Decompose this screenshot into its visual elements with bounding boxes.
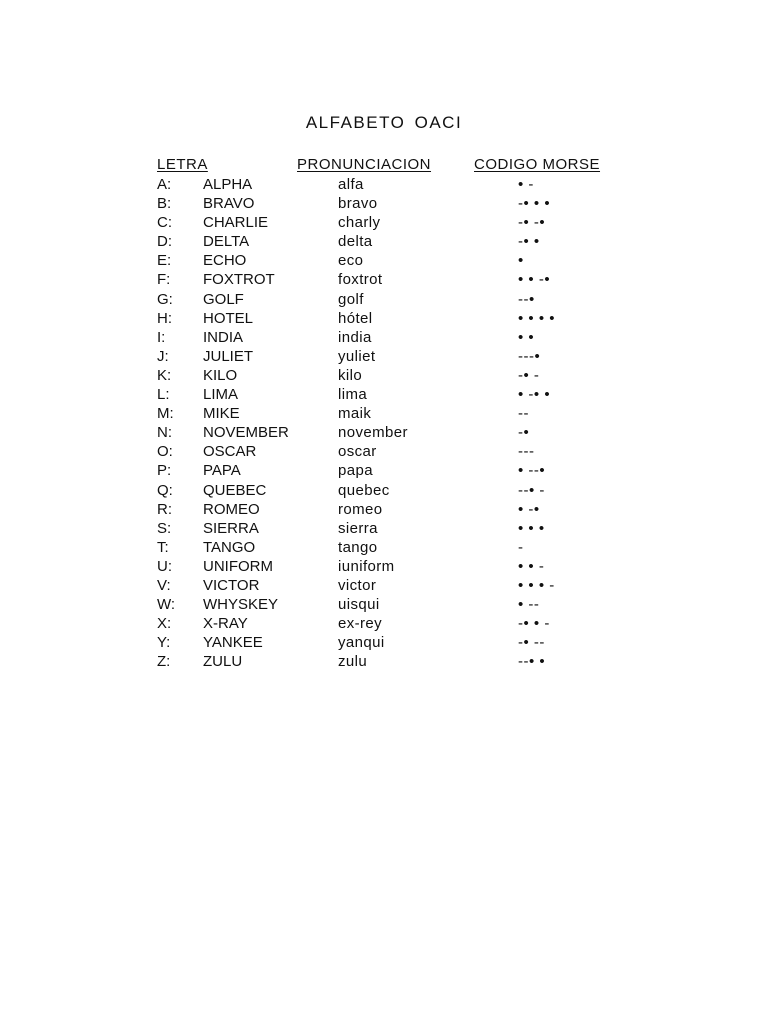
row-letter: A: — [157, 176, 172, 193]
row-pronunciation: ex-rey — [338, 615, 383, 633]
row-morse-code: -• — [518, 424, 530, 442]
row-code-word: NOVEMBER — [203, 424, 289, 442]
row-letter: I: — [157, 328, 166, 346]
row-code-word: LIMA — [203, 386, 239, 404]
row-letter: L: — [157, 386, 170, 404]
table-row — [0, 557, 768, 576]
row-code-word: SIERRA — [203, 519, 259, 537]
header-codigo-morse: CODIGO MORSE — [474, 156, 601, 173]
row-letter: O: — [157, 443, 173, 461]
table-row — [0, 519, 768, 538]
row-pronunciation: november — [338, 424, 408, 442]
row-code-word: YANKEE — [203, 634, 263, 652]
table-row — [0, 576, 768, 595]
header-pronunciacion: PRONUNCIACION — [297, 156, 432, 173]
row-pronunciation: sierra — [338, 519, 378, 537]
row-morse-code: - — [518, 538, 524, 556]
row-code-word: ROMEO — [203, 500, 260, 518]
row-letter: K: — [157, 366, 172, 384]
row-code-word: OSCAR — [203, 443, 257, 461]
row-code-word: GOLF — [203, 290, 244, 308]
table-row — [0, 385, 768, 404]
row-letter: S: — [157, 519, 172, 537]
row-pronunciation: golf — [338, 290, 364, 308]
alphabet-table — [0, 175, 768, 671]
row-pronunciation: lima — [338, 386, 368, 404]
row-morse-code: --• • — [518, 653, 546, 671]
row-letter: D: — [157, 233, 172, 251]
table-row — [0, 309, 768, 328]
row-letter: G: — [157, 290, 173, 308]
header-letra: LETRA — [157, 156, 208, 173]
row-letter: F: — [157, 271, 171, 289]
row-code-word: PAPA — [203, 462, 241, 480]
table-row — [0, 538, 768, 557]
row-pronunciation: zulu — [338, 653, 368, 671]
row-code-word: UNIFORM — [203, 557, 273, 575]
table-row — [0, 175, 768, 194]
row-letter: M: — [157, 405, 174, 423]
row-code-word: JULIET — [203, 347, 254, 365]
row-morse-code: ---• — [518, 347, 541, 365]
row-letter: P: — [157, 462, 172, 480]
row-pronunciation: delta — [338, 233, 373, 251]
table-row — [0, 595, 768, 614]
table-row — [0, 442, 768, 461]
table-row — [0, 366, 768, 385]
table-row — [0, 404, 768, 423]
table-row — [0, 614, 768, 633]
table-row — [0, 213, 768, 232]
row-code-word: INDIA — [203, 328, 244, 346]
table-row — [0, 270, 768, 289]
table-row — [0, 290, 768, 309]
row-letter: H: — [157, 309, 172, 327]
row-morse-code: • • - — [518, 557, 545, 575]
row-pronunciation: kilo — [338, 366, 363, 384]
table-row — [0, 652, 768, 671]
row-code-word: ECHO — [203, 252, 247, 270]
row-pronunciation: yanqui — [338, 634, 385, 652]
row-morse-code: --• - — [518, 481, 545, 499]
row-code-word: MIKE — [203, 405, 240, 423]
row-letter: V: — [157, 576, 171, 594]
row-letter: J: — [157, 347, 169, 365]
row-pronunciation: maik — [338, 405, 372, 423]
row-code-word: WHYSKEY — [203, 596, 279, 614]
row-letter: B: — [157, 195, 172, 213]
row-code-word: FOXTROT — [203, 271, 275, 289]
row-code-word: KILO — [203, 366, 238, 384]
row-code-word: HOTEL — [203, 309, 254, 327]
row-code-word: QUEBEC — [203, 481, 267, 499]
row-morse-code: -- — [518, 405, 529, 423]
row-pronunciation: alfa — [338, 176, 364, 193]
row-code-word: TANGO — [203, 538, 256, 556]
row-morse-code: • -• — [518, 500, 540, 518]
table-row — [0, 461, 768, 480]
table-row — [0, 232, 768, 251]
row-morse-code: --• — [518, 290, 535, 308]
row-pronunciation: eco — [338, 252, 364, 270]
row-letter: X: — [157, 615, 172, 633]
row-pronunciation: hótel — [338, 309, 373, 327]
row-morse-code: -• -• — [518, 214, 546, 232]
table-row — [0, 251, 768, 270]
page-title: ALFABETO OACI — [305, 113, 463, 132]
row-morse-code: -• -- — [518, 634, 545, 652]
row-letter: N: — [157, 424, 172, 442]
row-morse-code: -• • • — [518, 195, 551, 213]
row-letter: C: — [157, 214, 172, 232]
row-morse-code: -• - — [518, 366, 540, 384]
row-letter: R: — [157, 500, 172, 518]
row-letter: T: — [157, 538, 169, 556]
row-code-word: X-RAY — [203, 615, 248, 633]
row-morse-code: • • • — [518, 519, 545, 537]
table-row — [0, 347, 768, 366]
row-morse-code: • • — [518, 328, 535, 346]
table-row — [0, 633, 768, 652]
row-code-word: DELTA — [203, 233, 250, 251]
row-pronunciation: iuniform — [338, 557, 395, 575]
row-morse-code: • - — [518, 176, 534, 193]
row-morse-code: -• • - — [518, 615, 550, 633]
row-pronunciation: oscar — [338, 443, 377, 461]
table-row — [0, 423, 768, 442]
row-pronunciation: uisqui — [338, 596, 380, 614]
row-pronunciation: bravo — [338, 195, 378, 213]
row-morse-code: --- — [518, 443, 535, 461]
table-row — [0, 500, 768, 519]
row-pronunciation: tango — [338, 538, 378, 556]
row-morse-code: • • • • — [518, 309, 556, 327]
row-code-word: ZULU — [203, 653, 243, 671]
row-pronunciation: quebec — [338, 481, 390, 499]
row-code-word: CHARLIE — [203, 214, 269, 232]
row-morse-code: • • -• — [518, 271, 551, 289]
row-code-word: BRAVO — [203, 195, 255, 213]
row-pronunciation: yuliet — [338, 347, 376, 365]
table-row — [0, 328, 768, 347]
row-letter: E: — [157, 252, 172, 270]
row-letter: U: — [157, 557, 172, 575]
row-morse-code: • — [518, 252, 524, 270]
row-letter: Z: — [157, 653, 171, 671]
row-morse-code: • -- — [518, 596, 540, 614]
row-code-word: VICTOR — [203, 576, 260, 594]
row-letter: Y: — [157, 634, 171, 652]
row-pronunciation: india — [338, 328, 372, 346]
table-row — [0, 481, 768, 500]
row-morse-code: • -• • — [518, 386, 551, 404]
row-letter: Q: — [157, 481, 173, 499]
row-morse-code: -• • — [518, 233, 540, 251]
row-morse-code: • --• — [518, 462, 546, 480]
row-morse-code: • • • - — [518, 576, 555, 594]
row-pronunciation: charly — [338, 214, 381, 232]
row-pronunciation: papa — [338, 462, 373, 480]
row-code-word: ALPHA — [203, 176, 253, 193]
table-row — [0, 194, 768, 213]
row-letter: W: — [157, 596, 176, 614]
row-pronunciation: foxtrot — [338, 271, 383, 289]
row-pronunciation: victor — [338, 576, 377, 594]
row-pronunciation: romeo — [338, 500, 383, 518]
